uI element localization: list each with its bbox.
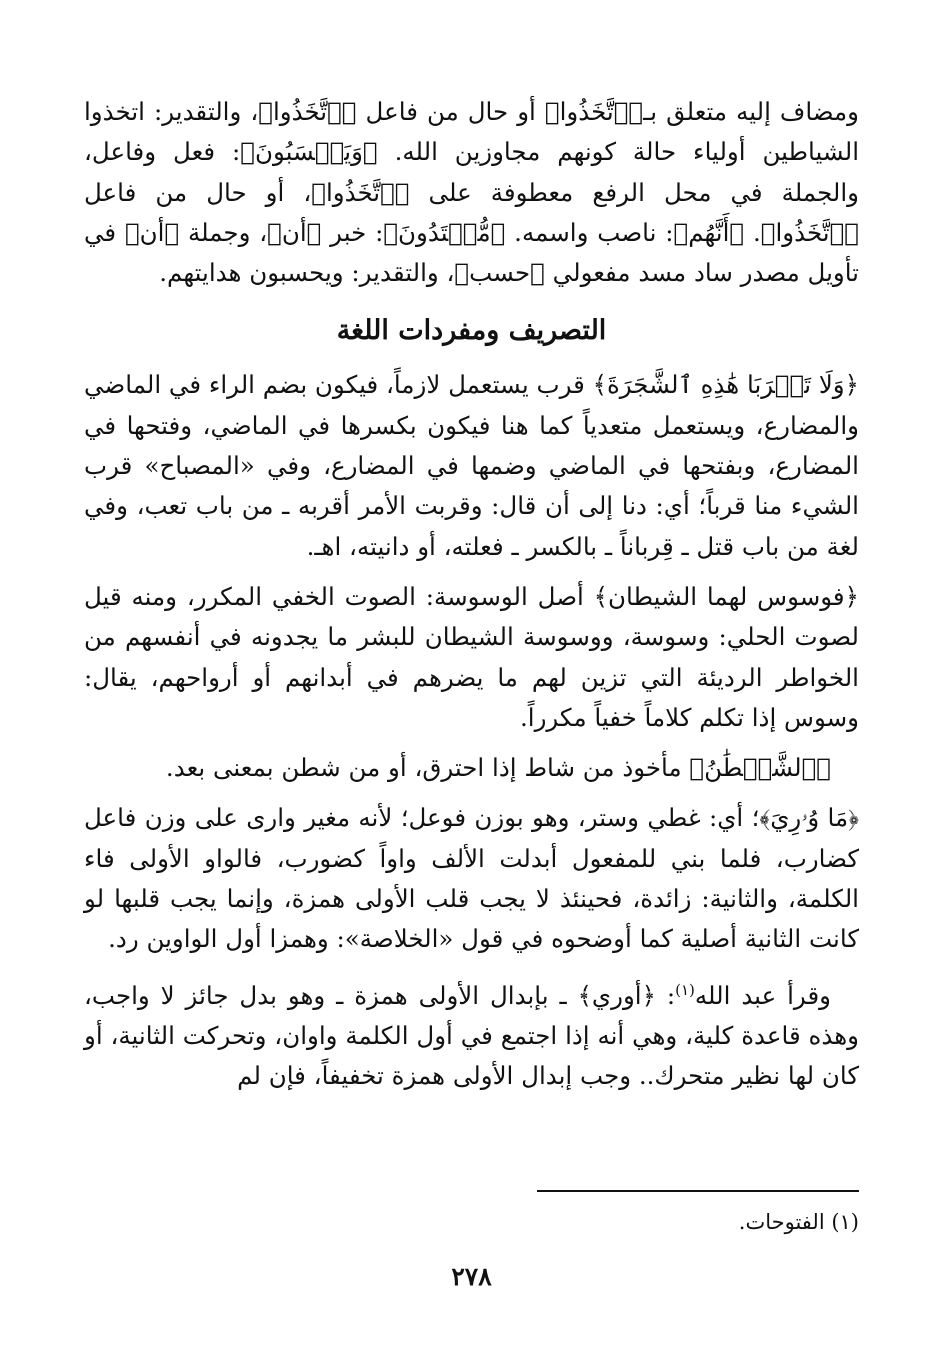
section-heading: التصريف ومفردات اللغة: [336, 315, 607, 347]
paragraph-wuriya: ﴿مَا وُۥرِيَ﴾؛ أي: غطي وستر، وهو بوزن فوعل؛ لأنه مغير وارى على وزن فاعل كضارب، فلما بني للمفعول أبدلت الألف واواً كضورب، فالواو الأولى فاء الكلمة، والثانية: زائدة، فحينئذ لا يجب قلب الأولى همزة، وإنما يجب قلبها لو كانت الثانية أصلية كما أوضحوه في قول «الخلاصة»: وهمزا أول الواوين رد.: [84, 803, 859, 954]
footnote-marker: (١): [675, 980, 695, 999]
footnote-divider: [537, 1190, 859, 1192]
qiraa-rest: : ﴿أوري﴾ ـ بإبدال الأولى همزة ـ وهو بدل جائز لا واجب، وهذه قاعدة كلية، وهي أنه إذا اجتمع في أول الكلمة واوان، وتحركت الثانية، أو كان لها نظير متحرك.. وجب إبدال الأولى همزة تخفيفاً، فإن لم: [84, 980, 859, 1091]
paragraph-grammar: ومضاف إليه متعلق بـ﴿ٱتَّخَذُوا﴾ أو حال من فاعل ﴿ٱتَّخَذُوا﴾، والتقدير: اتخذوا الشياطين أولياء حالة كونهم مجاوزين الله. ﴿وَيَحۡسَبُونَ﴾: فعل وفاعل، والجملة في محل الرفع معطوفة على ﴿ٱتَّخَذُوا﴾، أو حال من فاعل ﴿ٱتَّخَذُوا﴾. ﴿أَنَّهُم﴾: ناصب واسمه. ﴿مُّهۡتَدُونَ﴾: خبر ﴿أن﴾، وجملة ﴿أن﴾ في تأويل مصدر ساد مسد مفعولي ﴿حسب﴾، والتقدير: ويحسبون هدايتهم.: [84, 97, 859, 288]
paragraph-shaytan: ﴿ٱلشَّيۡطَٰنُ﴾ مأخوذ من شاط إذا احترق، أو من شطن بمعنى بعد.: [165, 753, 831, 783]
page-number: ٢٧٨: [451, 1262, 492, 1291]
paragraph-qiraa: [84, 970, 859, 1097]
paragraph-waswasa: ﴿فوسوس لهما الشيطان﴾ أصل الوسوسة: الصوت الخفي المكرر، ومنه قيل لصوت الحلي: وسوسة، ووسوسة الشيطان للبشر ما يجدونه في أنفسهم من الخواطر الرديئة التي تزين لهم ما يضرهم في أبدانهم أو أرواحهم، يقال: وسوس إذا تكلم كلاماً خفياً مكرراً.: [84, 581, 859, 732]
footnote: (١) الفتوحات.: [738, 1210, 859, 1234]
paragraph-qurb: ﴿وَلَا تَقۡرَبَا هَٰذِهِ ٱلشَّجَرَةَ﴾ قرب يستعمل لازماً، فيكون بضم الراء في الماضي والمضارع، ويستعمل متعدياً كما هنا فيكون بكسرها في الماضي، وفتحها في المضارع، وبفتحها في الماضي وضمها في المضارع، وفي «المصباح» قرب الشيء منا قرباً؛ أي: دنا إلى أن قال: وقربت الأمر أقربه ـ من باب تعب، وفي لغة من باب قتل ـ قِرباناً ـ بالكسر ـ فعلته، أو دانيته، اهـ.: [84, 370, 859, 561]
qiraa-lead: وقرأ عبد الله: [694, 980, 831, 1010]
